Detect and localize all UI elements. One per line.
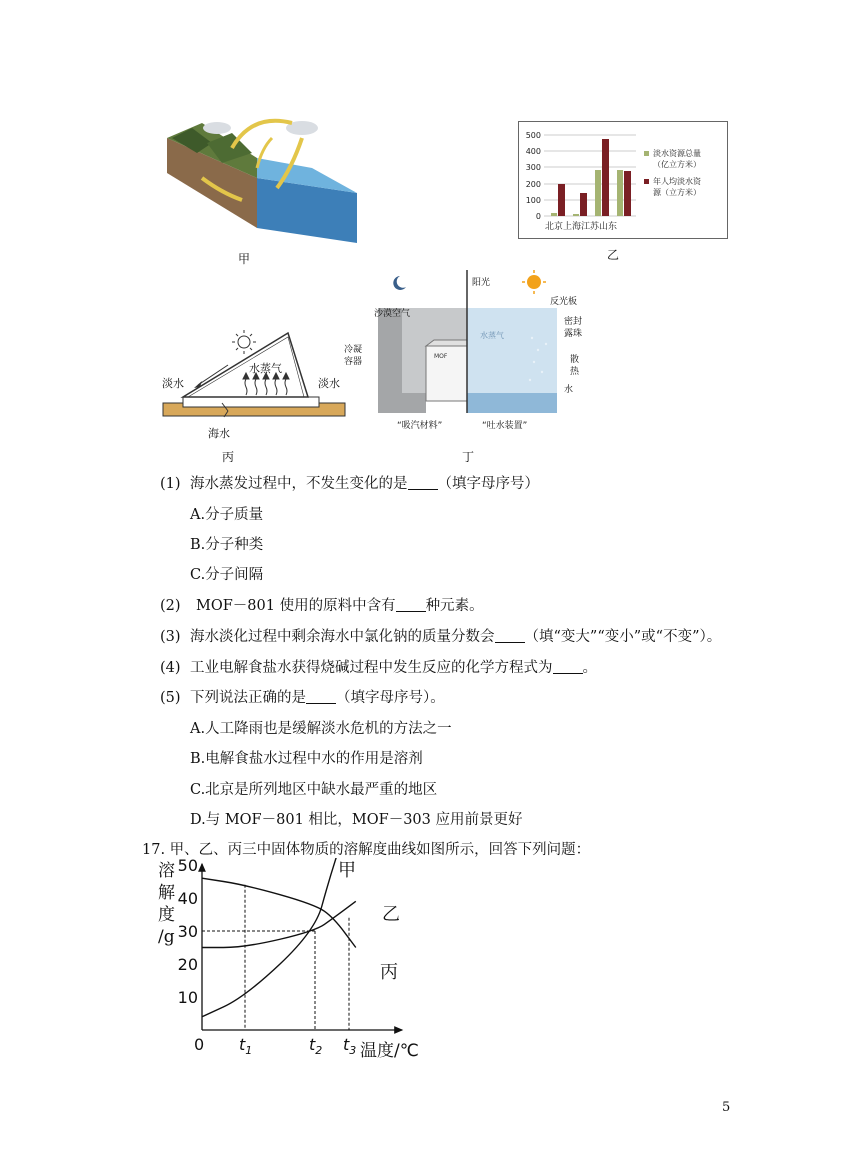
y-tick-label: 10 xyxy=(177,988,198,1007)
bing-label-vapor: 水蒸气 xyxy=(249,362,282,375)
yi-ytick: 300 xyxy=(525,163,541,172)
series-label: 丙 xyxy=(380,962,398,983)
yi-ytick: 100 xyxy=(525,196,541,205)
ding-label-spit: “吐水装置” xyxy=(482,421,528,431)
q5-option-b: B.电解食盐水过程中水的作用是溶剂 xyxy=(190,751,423,767)
ding-label-reflector: 反光板 xyxy=(550,297,578,307)
ylabel-char: /g xyxy=(158,927,175,947)
bing-label-sea: 海水 xyxy=(208,427,230,440)
figure-jia xyxy=(162,108,377,248)
y-tick-label: 40 xyxy=(177,889,198,908)
sun-icon xyxy=(232,330,256,354)
y-tick-label: 50 xyxy=(177,858,198,875)
answer-blank[interactable] xyxy=(396,597,426,612)
ding-label-vapor: 水蒸气 xyxy=(480,331,504,340)
yi-ytick: 400 xyxy=(525,147,541,156)
figure-yi-caption: 乙 xyxy=(607,248,620,262)
yi-legend: （亿立方米） xyxy=(653,160,701,169)
ding-label-condense1: 冷凝 xyxy=(344,345,363,355)
figure-bing xyxy=(158,325,350,445)
ylabel-char: 溶 xyxy=(158,861,175,881)
ding-label-water: 水 xyxy=(564,385,574,395)
y-tick-label: 30 xyxy=(177,922,198,941)
yi-ytick: 500 xyxy=(525,131,541,140)
q1-option-b: B.分子种类 xyxy=(190,537,264,553)
ylabel-char: 解 xyxy=(158,883,175,903)
ding-label-absorb: “吸汽材料” xyxy=(397,421,443,431)
ding-label-seal: 密封 xyxy=(564,317,583,327)
q1-option-c: C.分子间隔 xyxy=(190,567,264,583)
curve-丙 xyxy=(202,878,356,947)
x-tick-label: $t_1$ xyxy=(239,1035,253,1057)
ding-label-sun: 阳光 xyxy=(472,278,491,288)
figure-ding-caption: 丁 xyxy=(462,450,475,464)
ding-label-heat2: 热 xyxy=(570,367,580,377)
answer-blank[interactable] xyxy=(408,475,438,490)
q5-option-c: C.北京是所列地区中缺水最严重的地区 xyxy=(190,782,438,798)
ding-label-desert-air: 沙漠空气 xyxy=(374,309,411,319)
series-label: 甲 xyxy=(338,860,356,881)
moon-icon xyxy=(393,276,406,290)
answer-blank[interactable] xyxy=(495,628,525,643)
x-tick-label: $t_2$ xyxy=(309,1035,323,1057)
curve-乙 xyxy=(202,901,356,947)
question-3: (3) 海水淡化过程中剩余海水中氯化钠的质量分数会 （填“变大”“变小”或“不变”）。 xyxy=(160,629,722,645)
ding-label-dew: 露珠 xyxy=(564,329,583,339)
sun-icon xyxy=(522,270,546,294)
answer-blank[interactable] xyxy=(553,659,583,674)
yi-ytick: 0 xyxy=(535,212,541,221)
y-tick-label: 20 xyxy=(177,955,198,974)
figure-yi xyxy=(518,121,728,239)
ylabel-char: 度 xyxy=(158,905,175,925)
yi-xlabels: 北京上海江苏山东 xyxy=(545,222,618,232)
figure-bing-caption: 丙 xyxy=(222,450,235,464)
yi-legend: 年人均淡水资 xyxy=(653,177,701,186)
ding-label-heat1: 散 xyxy=(570,355,580,365)
question-1: (1) 海水蒸发过程中，不发生变化的是 （填字母序号） xyxy=(160,476,539,492)
yi-ytick: 200 xyxy=(525,180,541,189)
answer-blank[interactable] xyxy=(306,689,336,704)
page-number: 5 xyxy=(722,1100,731,1115)
series-label: 乙 xyxy=(382,904,400,925)
q5-option-a: A.人工降雨也是缓解淡水危机的方法之一 xyxy=(190,721,452,737)
x-tick-label: 0 xyxy=(194,1035,205,1054)
yi-legend: 淡水资源总量 xyxy=(653,149,701,158)
question-4: (4) 工业电解食盐水获得烧碱过程中发生反应的化学方程式为 。 xyxy=(160,660,597,676)
q5-option-d: D.与 MOF－801 相比，MOF－303 应用前景更好 xyxy=(190,812,523,828)
ding-label-mof: MOF xyxy=(434,353,448,360)
question-5: (5) 下列说法正确的是 （填字母序号）。 xyxy=(160,690,445,706)
bing-label-left: 淡水 xyxy=(162,377,184,390)
q1-option-a: A.分子质量 xyxy=(190,507,264,523)
figure-jia-caption: 甲 xyxy=(238,252,251,266)
solubility-chart xyxy=(150,858,440,1060)
bing-label-right: 淡水 xyxy=(318,377,340,390)
yi-legend: 源（立方米） xyxy=(653,188,701,197)
figure-ding xyxy=(342,268,600,438)
xlabel: 温度/℃ xyxy=(360,1041,419,1060)
x-tick-label: $t_3$ xyxy=(343,1035,357,1057)
ding-label-condense2: 容器 xyxy=(344,357,363,367)
question-2: (2) MOF－801 使用的原料中含有 种元素。 xyxy=(160,598,484,614)
question-17: 17. 甲、乙、丙三中固体物质的溶解度曲线如图所示，回答下列问题： xyxy=(142,842,591,858)
